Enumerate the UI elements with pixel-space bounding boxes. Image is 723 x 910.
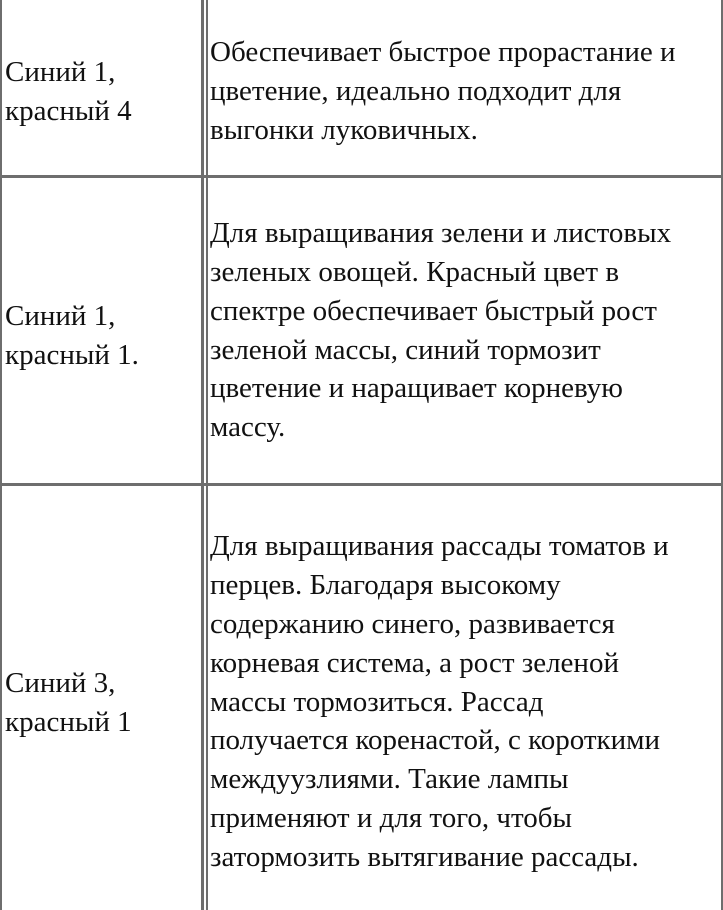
description-line: зеленых овощей. Красный цвет в	[210, 255, 620, 288]
description-line: массы тормозиться. Рассад	[210, 685, 544, 718]
table-row	[2, 483, 721, 910]
spectrum-line: Синий 3,	[5, 667, 116, 700]
spectrum-line: красный 1	[5, 706, 132, 738]
description-text	[210, 527, 669, 876]
spectrum-line: Синий 1,	[5, 55, 116, 88]
table-row	[2, 175, 721, 486]
description-line: применяют и для того, чтобы	[210, 801, 572, 834]
description-line: зеленой массы, синий тормозит	[210, 333, 601, 366]
description-text	[210, 214, 671, 447]
spectrum-text	[5, 297, 139, 375]
description-line: Для выращивания рассады томатов и	[210, 530, 669, 563]
spectrum-cell	[2, 486, 204, 910]
description-line: затормозить вытягивание рассады.	[210, 840, 639, 873]
description-line: Обеспечивает быстрое прорастание и	[210, 36, 676, 69]
description-cell	[206, 0, 721, 175]
description-line: содержанию синего, развивается	[210, 608, 615, 640]
description-line: выгонки луковичных.	[210, 113, 478, 146]
description-line: массу.	[210, 411, 286, 444]
spectrum-text	[5, 664, 132, 742]
spectrum-text	[5, 53, 132, 131]
spectrum-line: Синий 1,	[5, 299, 116, 332]
spectrum-cell	[2, 178, 204, 483]
description-line: спектре обеспечивает быстрый рост	[210, 294, 657, 327]
description-line: Для выращивания зелени и листовых	[210, 217, 672, 250]
description-cell	[206, 486, 721, 910]
spectrum-cell	[2, 0, 204, 175]
description-cell	[206, 178, 721, 483]
description-line: цветение и наращивает корневую	[210, 372, 623, 405]
description-line: цветение, идеально подходит для	[210, 75, 622, 108]
description-line: получается коренастой, с короткими	[210, 724, 660, 757]
description-line: перцев. Благодаря высокому	[210, 569, 561, 602]
description-text	[210, 33, 676, 149]
description-line: корневая система, а рост зеленой	[210, 646, 619, 679]
table-row	[2, 0, 721, 178]
description-line: междуузлиями. Такие лампы	[210, 763, 569, 796]
spectrum-line: красный 4	[5, 94, 132, 127]
spectrum-line: красный 1.	[5, 338, 139, 371]
